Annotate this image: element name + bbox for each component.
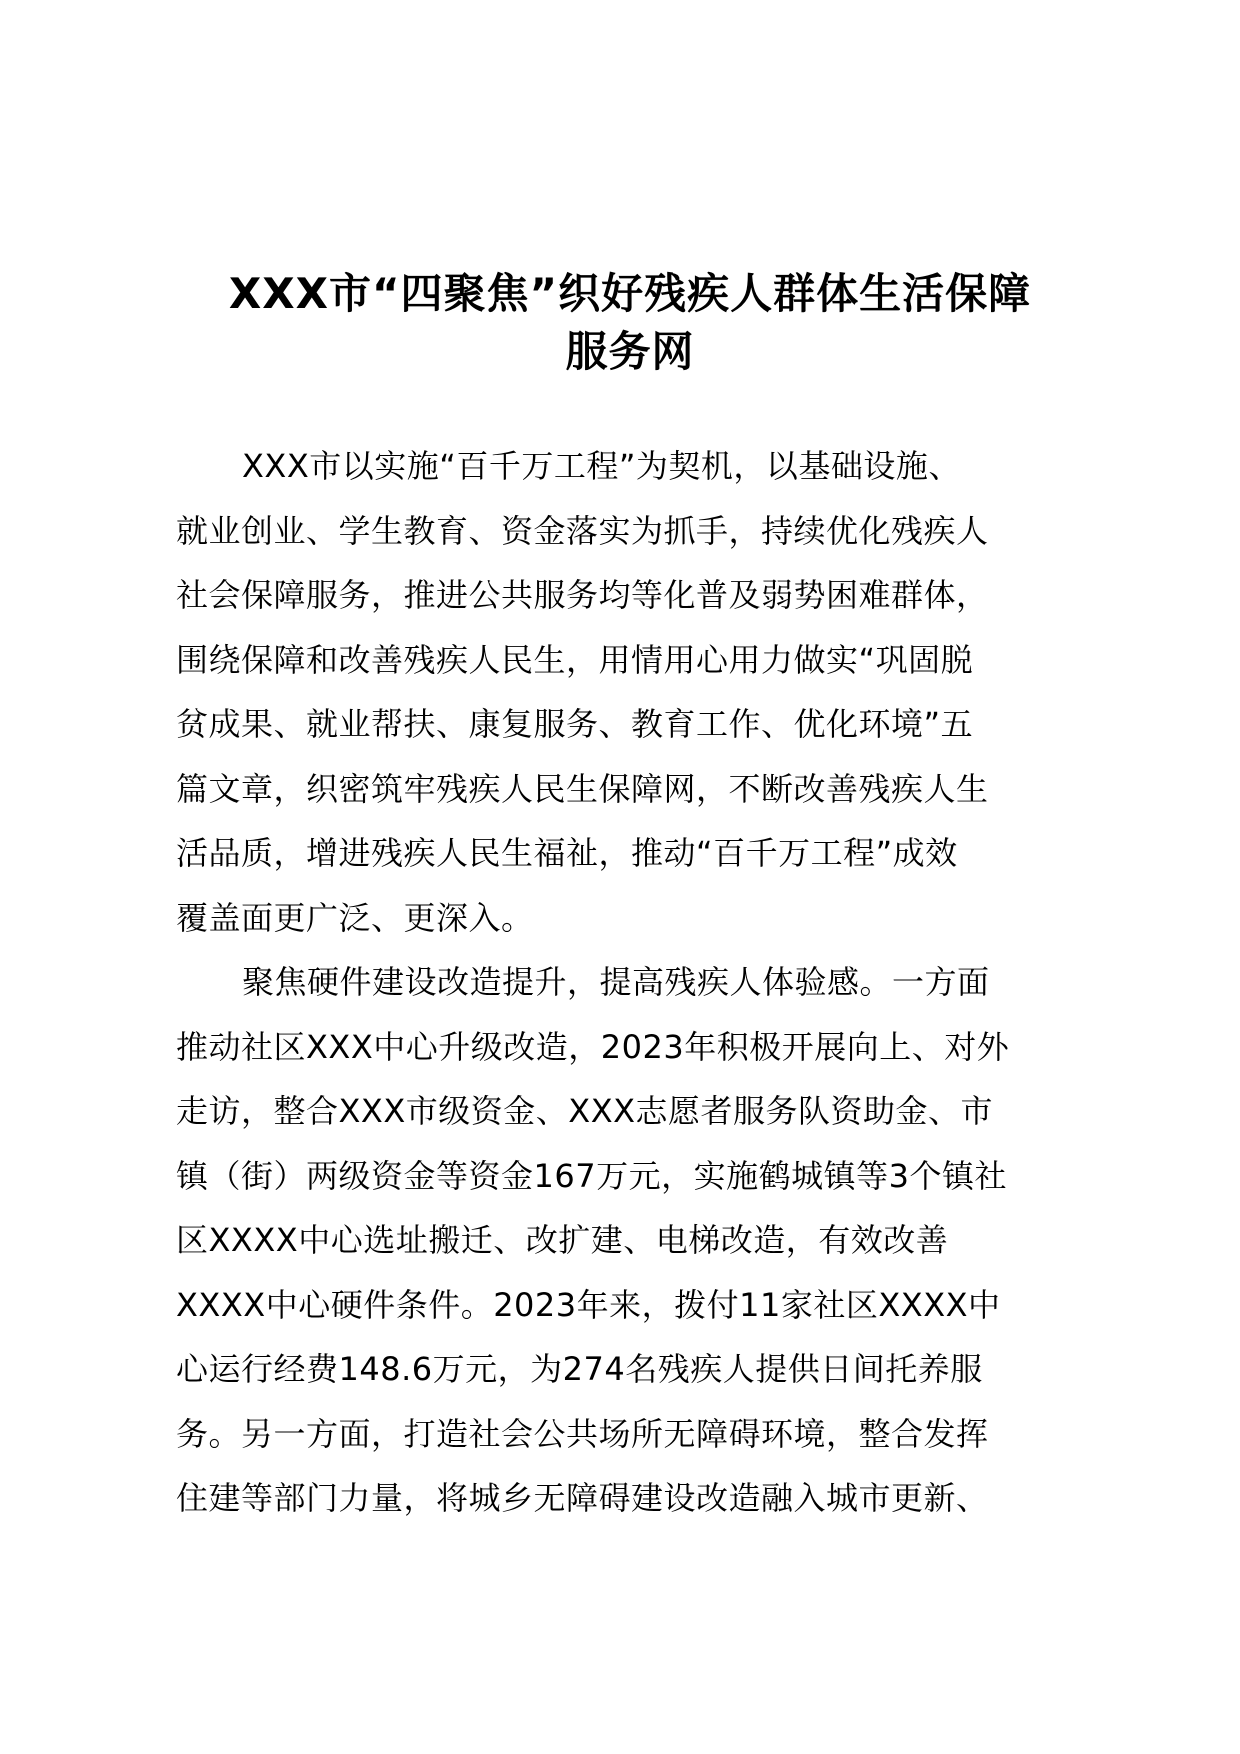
text-line: 推动社区XXX中心升级改造，2023年积极开展向上、对外 [176, 1027, 1010, 1066]
text-line: 走访，整合XXX市级资金、XXX志愿者服务队资助金、市 [176, 1092, 994, 1130]
text-line: 社会保障服务，推进公共服务均等化普及弱势困难群体， [176, 576, 989, 614]
document-body [176, 434, 1096, 1531]
text-line: 贫成果、就业帮扶、康复服务、教育工作、优化环境”五 [176, 705, 974, 743]
title-line: 服务网 [565, 327, 695, 376]
text-line: 篇文章，织密筑牢残疾人民生保障网，不断改善残疾人生 [176, 769, 989, 808]
text-line: 镇（街）两级资金等资金167万元，实施鹤城镇等3个镇社 [176, 1156, 1007, 1195]
text-line: 就业创业、学生教育、资金落实为抓手，持续优化残疾人 [176, 511, 989, 550]
text-line: 聚焦硬件建设改造提升，提高残疾人体验感。一方面 [242, 963, 990, 1001]
title-line: XXX市“四聚焦”织好残疾人群体生活保障 [228, 269, 1032, 318]
text-line: 务。另一方面，打造社会公共场所无障碍环境，整合发挥 [176, 1414, 989, 1453]
text-line: XXXX中心硬件条件。2023年来，拨付11家社区XXXX中 [176, 1285, 1001, 1324]
paragraph-intro [176, 434, 1096, 950]
text-line: 活品质，增进残疾人民生福祉，推动“百千万工程”成效 [176, 834, 958, 872]
document-title [150, 265, 1110, 381]
text-line: 区XXXX中心选址搬迁、改扩建、电梯改造，有效改善 [176, 1221, 949, 1259]
text-line: 覆盖面更广泛、更深入。 [176, 898, 534, 937]
text-line: XXX市以实施“百千万工程”为契机，以基础设施、 [242, 447, 961, 485]
text-line: 围绕保障和改善残疾人民生，用情用心用力做实“巩固脱 [176, 640, 974, 679]
paragraph-hardware [176, 950, 1096, 1531]
text-line: 住建等部门力量，将城乡无障碍建设改造融入城市更新、 [176, 1479, 989, 1517]
text-line: 心运行经费148.6万元，为274名残疾人提供日间托养服 [176, 1350, 983, 1388]
